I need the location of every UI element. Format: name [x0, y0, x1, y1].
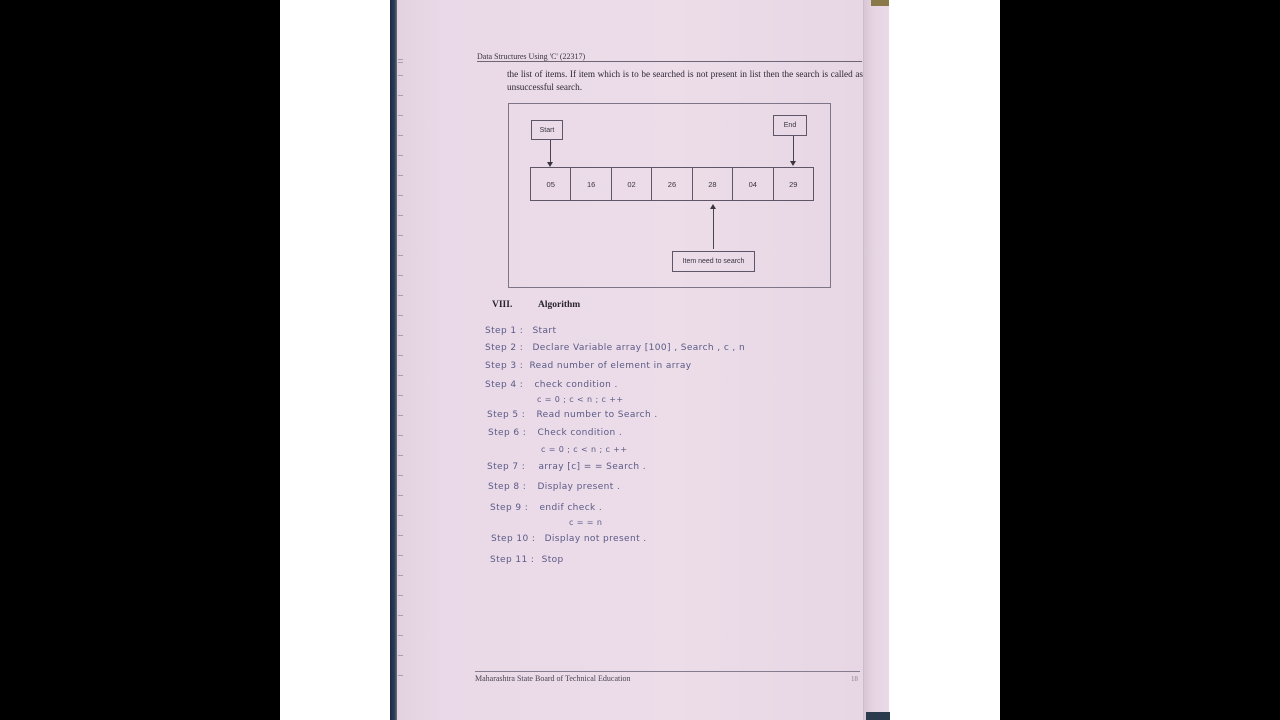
step-label: Step 2 :: [485, 343, 524, 353]
step-label: Step 10 :: [491, 534, 536, 544]
search-arrow-line: [713, 209, 714, 249]
margin-ticks: [398, 55, 408, 695]
running-header: Data Structures Using 'C' (22317): [477, 52, 586, 61]
step-label: Step 3 :: [485, 361, 524, 371]
algorithm-step: [491, 534, 647, 544]
page-number: 18: [851, 675, 858, 683]
step-text: Start: [532, 326, 557, 336]
step-label: Step 6 :: [488, 428, 527, 438]
end-box: [773, 115, 807, 136]
search-item-box: [672, 251, 755, 272]
end-label: End: [783, 122, 797, 129]
algorithm-step: [485, 326, 556, 336]
page-edge-bottom: [866, 712, 890, 720]
step-label: Step 1 :: [485, 326, 524, 336]
step-text: Declare Variable array [100] , Search , c , n: [532, 343, 746, 353]
algorithm-step: [487, 410, 658, 420]
step-text: Display not present .: [544, 534, 647, 544]
end-arrow-icon: [790, 161, 796, 166]
header-rule: [477, 61, 862, 62]
algorithm-step: [490, 555, 564, 565]
start-label: Start: [539, 126, 555, 134]
algorithm-step: [488, 482, 620, 492]
step-label: Step 11 :: [490, 555, 535, 565]
start-box: [531, 120, 563, 140]
step-text: endif check .: [539, 503, 603, 513]
step-text: Check condition .: [537, 428, 623, 438]
step-label: Step 7 :: [487, 462, 526, 472]
intro-paragraph: the list of items. If item which is to be searched is not present in list then the search is called as unsuccessful search.: [507, 69, 863, 92]
algorithm-step: [490, 503, 602, 513]
algorithm-step: [485, 361, 691, 371]
array-cells: [530, 167, 814, 201]
algorithm-step: [485, 343, 745, 353]
end-arrow-line: [793, 136, 794, 161]
page-edge-top: [871, 0, 889, 6]
step-text: array [c] = = Search .: [538, 462, 646, 472]
step-label: Step 8 :: [488, 482, 527, 492]
page-stack-edge: [863, 0, 889, 720]
footer-rule: [475, 671, 860, 672]
step-text: Read number of element in array: [529, 361, 692, 371]
step-text: Read number to Search .: [536, 410, 658, 420]
array-cell: 04: [733, 168, 773, 200]
array-cell: 29: [789, 179, 798, 189]
step-condition: c = = n: [569, 518, 603, 527]
step-text: Display present .: [537, 482, 621, 492]
array-cell: 16: [571, 168, 611, 200]
algorithm-step: [487, 462, 646, 472]
step-label: Step 4 :: [485, 380, 524, 390]
step-label: Step 9 :: [490, 503, 529, 513]
array-cell: 02: [612, 168, 652, 200]
step-label: Step 5 :: [487, 410, 526, 420]
step-condition: c = 0 ; c < n ; c ++: [537, 395, 624, 404]
section-number: VIII.: [492, 300, 513, 310]
page-footer: Maharashtra State Board of Technical Education: [475, 674, 631, 683]
section-title: Algorithm: [538, 300, 581, 310]
step-condition: c = 0 ; c < n ; c ++: [541, 445, 628, 454]
algorithm-step: [488, 428, 622, 438]
array-cell: 05: [531, 168, 571, 200]
search-label: Item need to search: [682, 258, 745, 265]
step-text: Stop: [541, 555, 564, 565]
start-arrow-line: [550, 140, 551, 162]
array-cell: 28: [693, 168, 733, 200]
array-cell: 26: [652, 168, 692, 200]
algorithm-step: [485, 380, 618, 390]
linear-search-diagram: [508, 103, 831, 288]
step-text: check condition .: [534, 380, 618, 390]
